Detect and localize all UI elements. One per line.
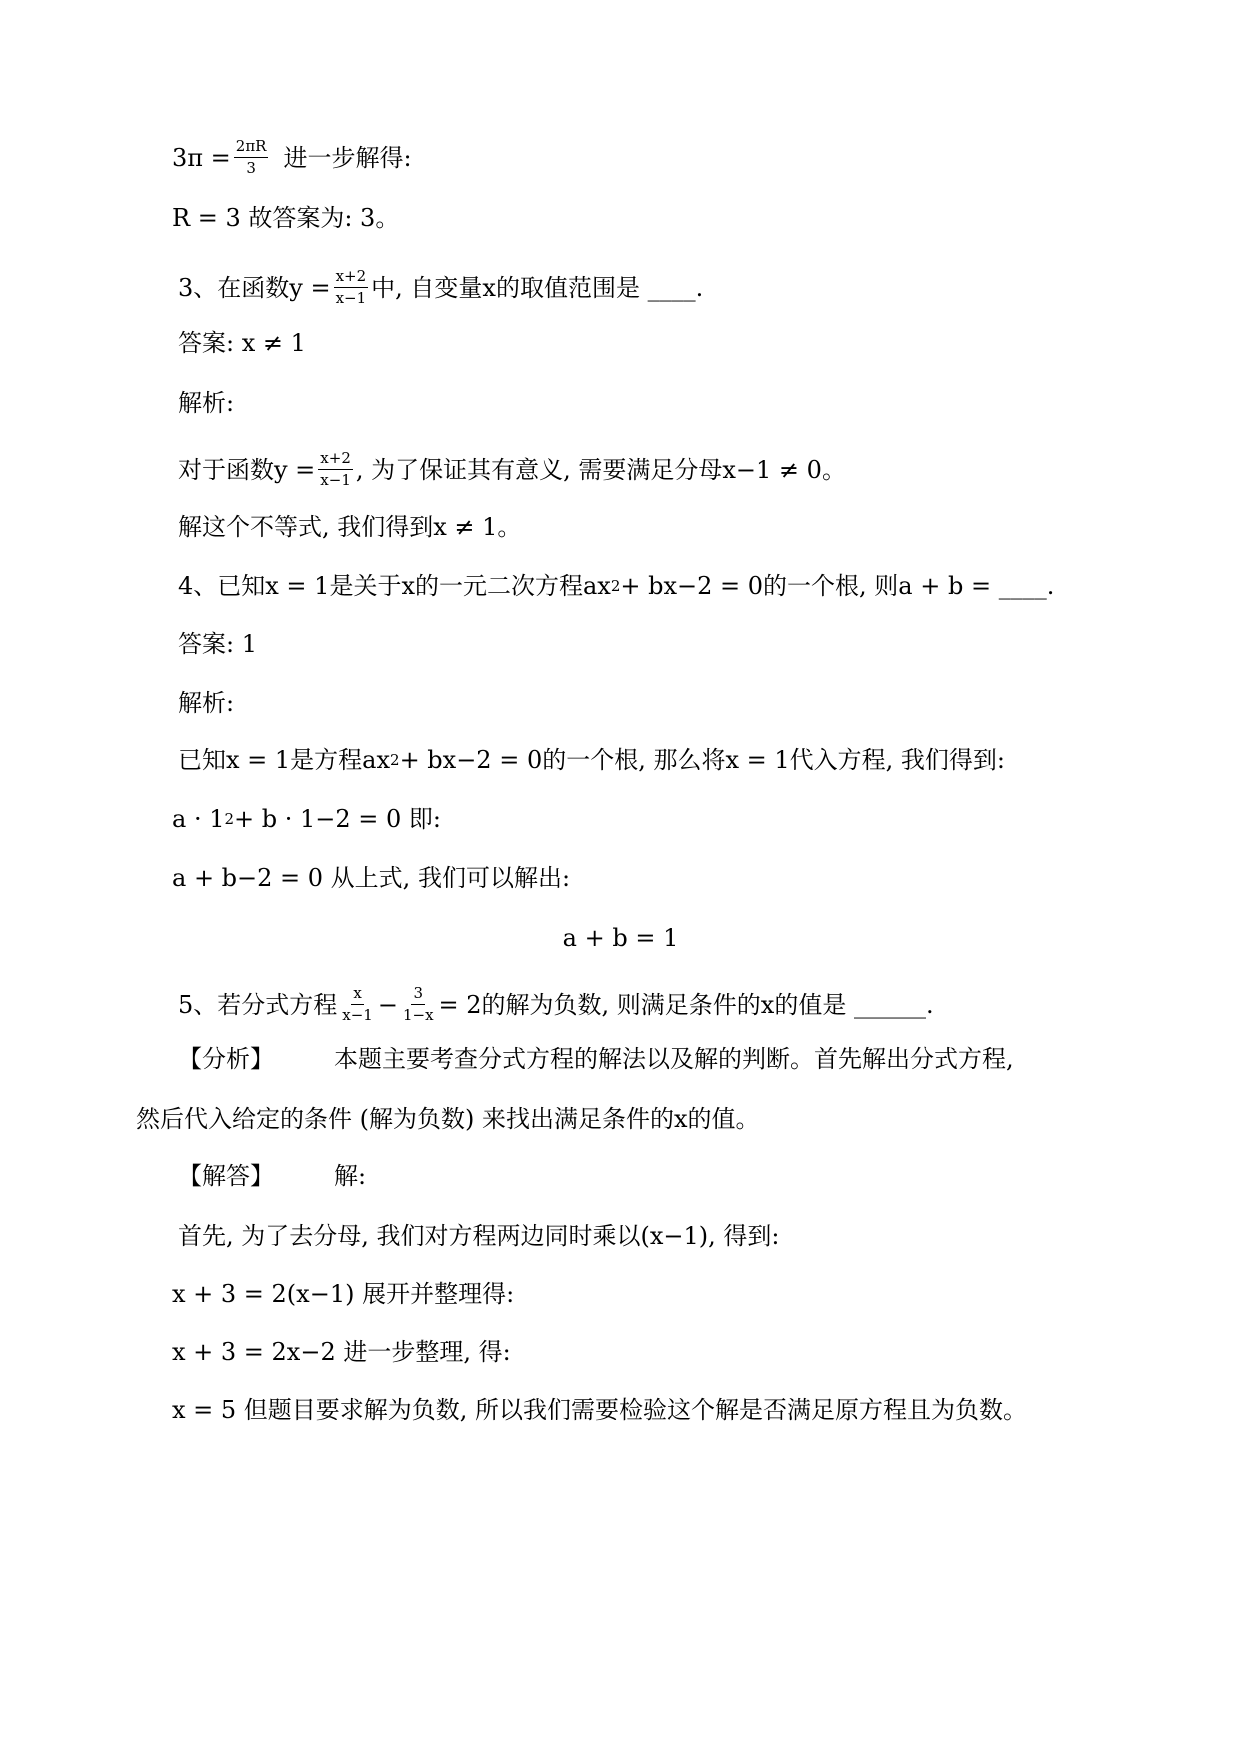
explanation-text: 对于函数y = — [178, 455, 316, 484]
question-text: 中, 自变量x的取值范围是 ____. — [371, 273, 704, 302]
answer-text: 解: — [334, 1162, 367, 1190]
fraction — [334, 268, 369, 308]
question-text: 3、在函数y = — [178, 273, 331, 302]
expression-text: 进一步解得: — [283, 143, 412, 172]
solution-step-4: x = 5 但题目要求解为负数, 所以我们需要检验这个解是否满足原方程且为负数。 — [172, 1396, 1028, 1424]
explanation-text: + bx−2 = 0的一个根, 那么将x = 1代入方程, 我们得到: — [399, 746, 1005, 774]
fraction-numerator: x+2 — [318, 450, 353, 470]
analysis-label: 【分析】 — [178, 1045, 274, 1073]
answer-3: 答案: x ≠ 1 — [178, 329, 306, 357]
explanation-3 — [178, 450, 846, 490]
solution-step-2: x + 3 = 2(x−1) 展开并整理得: — [172, 1280, 515, 1308]
question-text: + bx−2 = 0的一个根, 则a + b = ____. — [620, 572, 1055, 600]
fraction-numerator: x — [351, 985, 363, 1005]
fraction-denominator: x−1 — [335, 289, 367, 308]
question-5 — [178, 985, 934, 1025]
fraction-denominator: x−1 — [342, 1006, 373, 1025]
answer-label: 【解答】 — [178, 1162, 274, 1190]
explanation-4c: a + b−2 = 0 从上式, 我们可以解出: — [172, 864, 571, 892]
solution-line-2: R = 3 故答案为: 3。 — [172, 204, 400, 232]
minus-sign: − — [377, 990, 398, 1019]
fraction-denominator: 1−x — [402, 1006, 434, 1025]
explanation-text: 已知x = 1是方程ax — [178, 746, 391, 774]
fraction — [340, 985, 375, 1025]
analysis-heading-4: 解析: — [178, 689, 235, 717]
fraction — [234, 138, 269, 178]
solution-line-1 — [172, 138, 412, 178]
question-text: = 2的解为负数, 则满足条件的x的值是 ______. — [438, 990, 934, 1019]
fraction — [318, 450, 353, 490]
fraction-denominator: x−1 — [320, 471, 351, 490]
fraction — [401, 985, 436, 1025]
explanation-4: 已知x = 1是方程ax 2 + bx−2 = 0的一个根, 那么将x = 1代入方程, 我们得到: — [178, 746, 1005, 774]
explanation-3b: 解这个不等式, 我们得到x ≠ 1。 — [178, 513, 522, 541]
analysis-paragraph — [178, 1047, 1014, 1071]
question-4: 4、已知x = 1是关于x的一元二次方程ax 2 + bx−2 = 0的一个根, 则a + b = ____. — [178, 572, 1055, 600]
expression-text: 3π = — [172, 143, 231, 172]
question-text: 4、已知x = 1是关于x的一元二次方程ax — [178, 572, 611, 600]
answer-paragraph — [178, 1164, 366, 1188]
answer-4: 答案: 1 — [178, 630, 257, 658]
explanation-text: a · 1 — [172, 805, 225, 833]
fraction-numerator: 3 — [411, 985, 425, 1005]
fraction-numerator: x+2 — [334, 268, 369, 288]
question-text: 5、若分式方程 — [178, 990, 338, 1019]
solution-step-3: x + 3 = 2x−2 进一步整理, 得: — [172, 1338, 511, 1366]
question-3 — [178, 268, 703, 308]
explanation-text: + b · 1−2 = 0 即: — [234, 805, 442, 833]
explanation-text: , 为了保证其有意义, 需要满足分母x−1 ≠ 0。 — [355, 455, 846, 484]
fraction-numerator: 2πR — [234, 138, 269, 158]
analysis-text: 本题主要考查分式方程的解法以及解的判断。首先解出分式方程, — [334, 1045, 1014, 1073]
analysis-paragraph-cont: 然后代入给定的条件 (解为负数) 来找出满足条件的x的值。 — [136, 1105, 760, 1133]
centered-result: a + b = 1 — [562, 924, 679, 952]
fraction-denominator: 3 — [246, 159, 256, 178]
solution-step-1: 首先, 为了去分母, 我们对方程两边同时乘以(x−1), 得到: — [178, 1222, 780, 1250]
analysis-heading-3: 解析: — [178, 389, 235, 417]
explanation-4b: a · 1 2 + b · 1−2 = 0 即: — [172, 805, 442, 833]
